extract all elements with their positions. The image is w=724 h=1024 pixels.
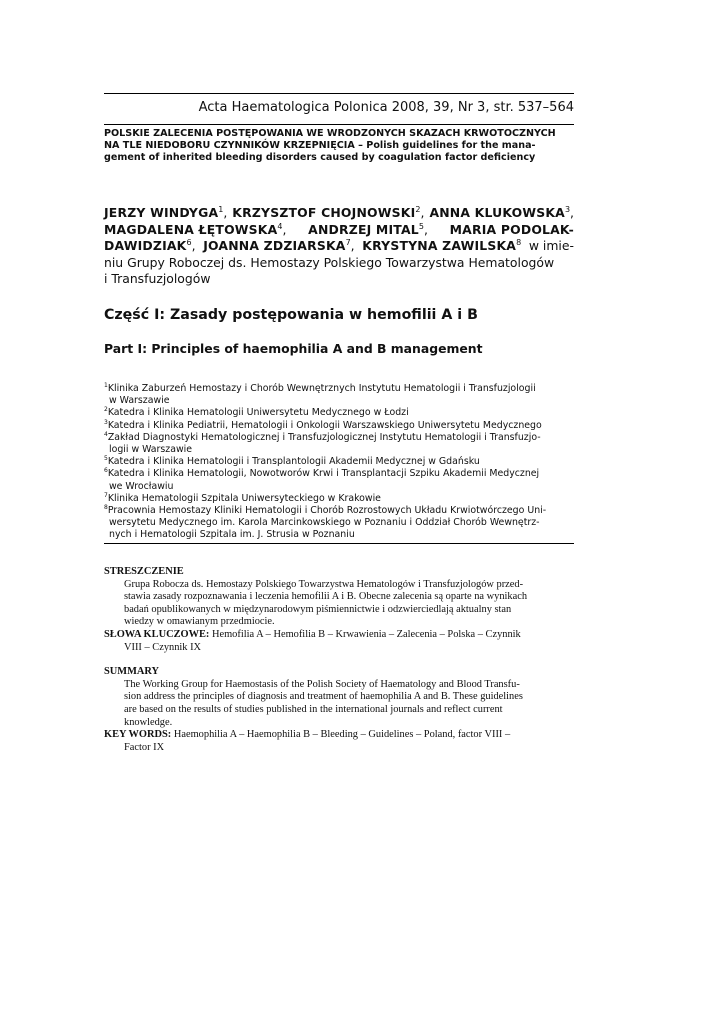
abstract-line: wiedzy w omawianym przedmiocie. — [124, 616, 275, 628]
author: ANDRZEJ MITAL$^5$, — [308, 221, 428, 237]
abstract-line: Grupa Robocza ds. Hemostazy Polskiego Towarzystwa Hematologów i Transfuzjologów przed- — [124, 578, 524, 590]
abstract-english — [104, 679, 574, 729]
abstract-heading-english: SUMMARY — [104, 666, 160, 678]
abstract-polish — [104, 579, 574, 629]
citation-rule — [104, 124, 574, 125]
part-title-english: Part I: Principles of haemophilia A and B management — [104, 341, 483, 356]
abstract-line: sion address the principles of diagnosis and treatment of haemophilia A and B. These guidelines — [124, 691, 523, 703]
affiliation-line: w Warszawie — [109, 395, 170, 407]
keywords-english-continued: Factor IX — [124, 741, 165, 753]
title-line: NA TLE NIEDOBORU CZYNNIKÓW KRZEPNIĘCIA – Polish guidelines for the mana- — [104, 140, 536, 151]
affiliation-line: $^3$Katedra i Klinika Pediatrii, Hematologii i Onkologii Warszawskiego Uniwersytetu Medycznego — [104, 418, 542, 431]
abstract-line: knowledge. — [124, 716, 173, 728]
title-line: gement of inherited bleeding disorders caused by coagulation factor deficiency — [104, 152, 536, 163]
affiliation-line: logii w Warszawie — [109, 444, 192, 456]
affiliations-rule — [104, 543, 574, 544]
abstract-section — [104, 566, 574, 754]
journal-citation: Acta Haematologica Polonica 2008, 39, Nr 3, str. 537–564 — [198, 100, 574, 115]
behalf-line: niu Grupy Roboczej ds. Hemostazy Polskiego Towarzystwa Hematologów — [104, 254, 555, 270]
keywords-label: KEY WORDS: — [104, 729, 172, 741]
author: MARIA PODOLAK- — [449, 221, 574, 237]
affiliation-line: $^5$Katedra i Klinika Hematologii i Transplantologii Akademii Medycznej w Gdańsku — [104, 455, 480, 468]
keywords-english: KEY WORDS: Haemophilia A – Haemophilia B – Bleeding – Guidelines – Poland, factor VIII – — [104, 729, 511, 741]
abstract-line: are based on the results of studies published in the international journals and reflect current — [124, 703, 503, 715]
affiliations — [104, 383, 574, 542]
author: DAWIDZIAK$^6$, — [104, 238, 196, 253]
article-title — [104, 128, 574, 164]
part-title-polish: Część I: Zasady postępowania w hemofilii A i B — [104, 307, 478, 323]
author-line — [104, 205, 574, 222]
affiliation-line: wersytetu Medycznego im. Karola Marcinkowskiego w Poznaniu i Oddział Chorób Wewnętrz- — [109, 517, 540, 529]
affiliation-line: $^1$Klinika Zaburzeń Hemostazy i Chorób Wewnętrznych Instytutu Hematologii i Transfuzjologii — [104, 382, 536, 394]
affiliation-line: $^8$Pracownia Hemostazy Kliniki Hematologii i Chorób Rozrostowych Układu Krwiotwórczego Uni- — [104, 504, 547, 517]
behalf-line: i Transfuzjologów — [104, 271, 211, 286]
affiliation-line: $^4$Zakład Diagnostyki Hematologicznej i Transfuzjologicznej Instytutu Hematologii i Transfuzjo- — [104, 430, 541, 443]
author-line — [104, 238, 574, 255]
author: KRYSTYNA ZAWILSKA$^8$ — [362, 238, 522, 253]
author: ANNA KLUKOWSKA$^3$, — [429, 205, 574, 220]
author: MAGDALENA ŁĘTOWSKA$^4$, — [104, 221, 287, 237]
author-line — [104, 222, 574, 239]
title-line: POLSKIE ZALECENIA POSTĘPOWANIA WE WRODZONYCH SKAZACH KRWOTOCZNYCH — [104, 128, 556, 139]
top-rule — [104, 93, 574, 94]
abstract-line: stawia zasady rozpoznawania i leczenia hemofilii A i B. Obecne zalecenia są oparte na wynikach — [124, 591, 528, 603]
author-list — [104, 205, 574, 288]
affiliation-line: $^7$Klinika Hematologii Szpitala Uniwersyteckiego w Krakowie — [104, 491, 381, 504]
author: JERZY WINDYGA$^1$, — [104, 205, 228, 220]
author: JOANNA ZDZIARSKA$^7$, — [203, 238, 355, 253]
affiliation-line: $^2$Katedra i Klinika Hematologii Uniwersytetu Medycznego w Łodzi — [104, 406, 409, 419]
author: KRZYSZTOF CHOJNOWSKI$^2$, — [232, 205, 425, 220]
behalf-text: w imie- — [528, 238, 574, 253]
affiliation-line: $^6$Katedra i Klinika Hematologii, Nowotworów Krwi i Transplantacji Szpiku Akademii Medycznej — [104, 467, 540, 480]
abstract-line: The Working Group for Haemostasis of the Polish Society of Haematology and Blood Transfu- — [124, 678, 520, 690]
abstract-line: badań opublikowanych w międzynarodowym piśmiennictwie i odzwierciedlają aktualny stan — [124, 603, 512, 615]
keywords-label: SŁOWA KLUCZOWE: — [104, 628, 210, 640]
keywords-polish-continued: VIII – Czynnik IX — [124, 641, 202, 653]
affiliation-line: nych i Hematologii Szpitala im. J. Strusia w Poznaniu — [109, 529, 355, 541]
abstract-heading-polish: STRESZCZENIE — [104, 566, 184, 577]
keywords-polish: SŁOWA KLUCZOWE: Hemofilia A – Hemofilia B – Krwawienia – Zalecenia – Polska – Czynnik — [104, 628, 521, 640]
affiliation-line: we Wrocławiu — [109, 480, 174, 492]
